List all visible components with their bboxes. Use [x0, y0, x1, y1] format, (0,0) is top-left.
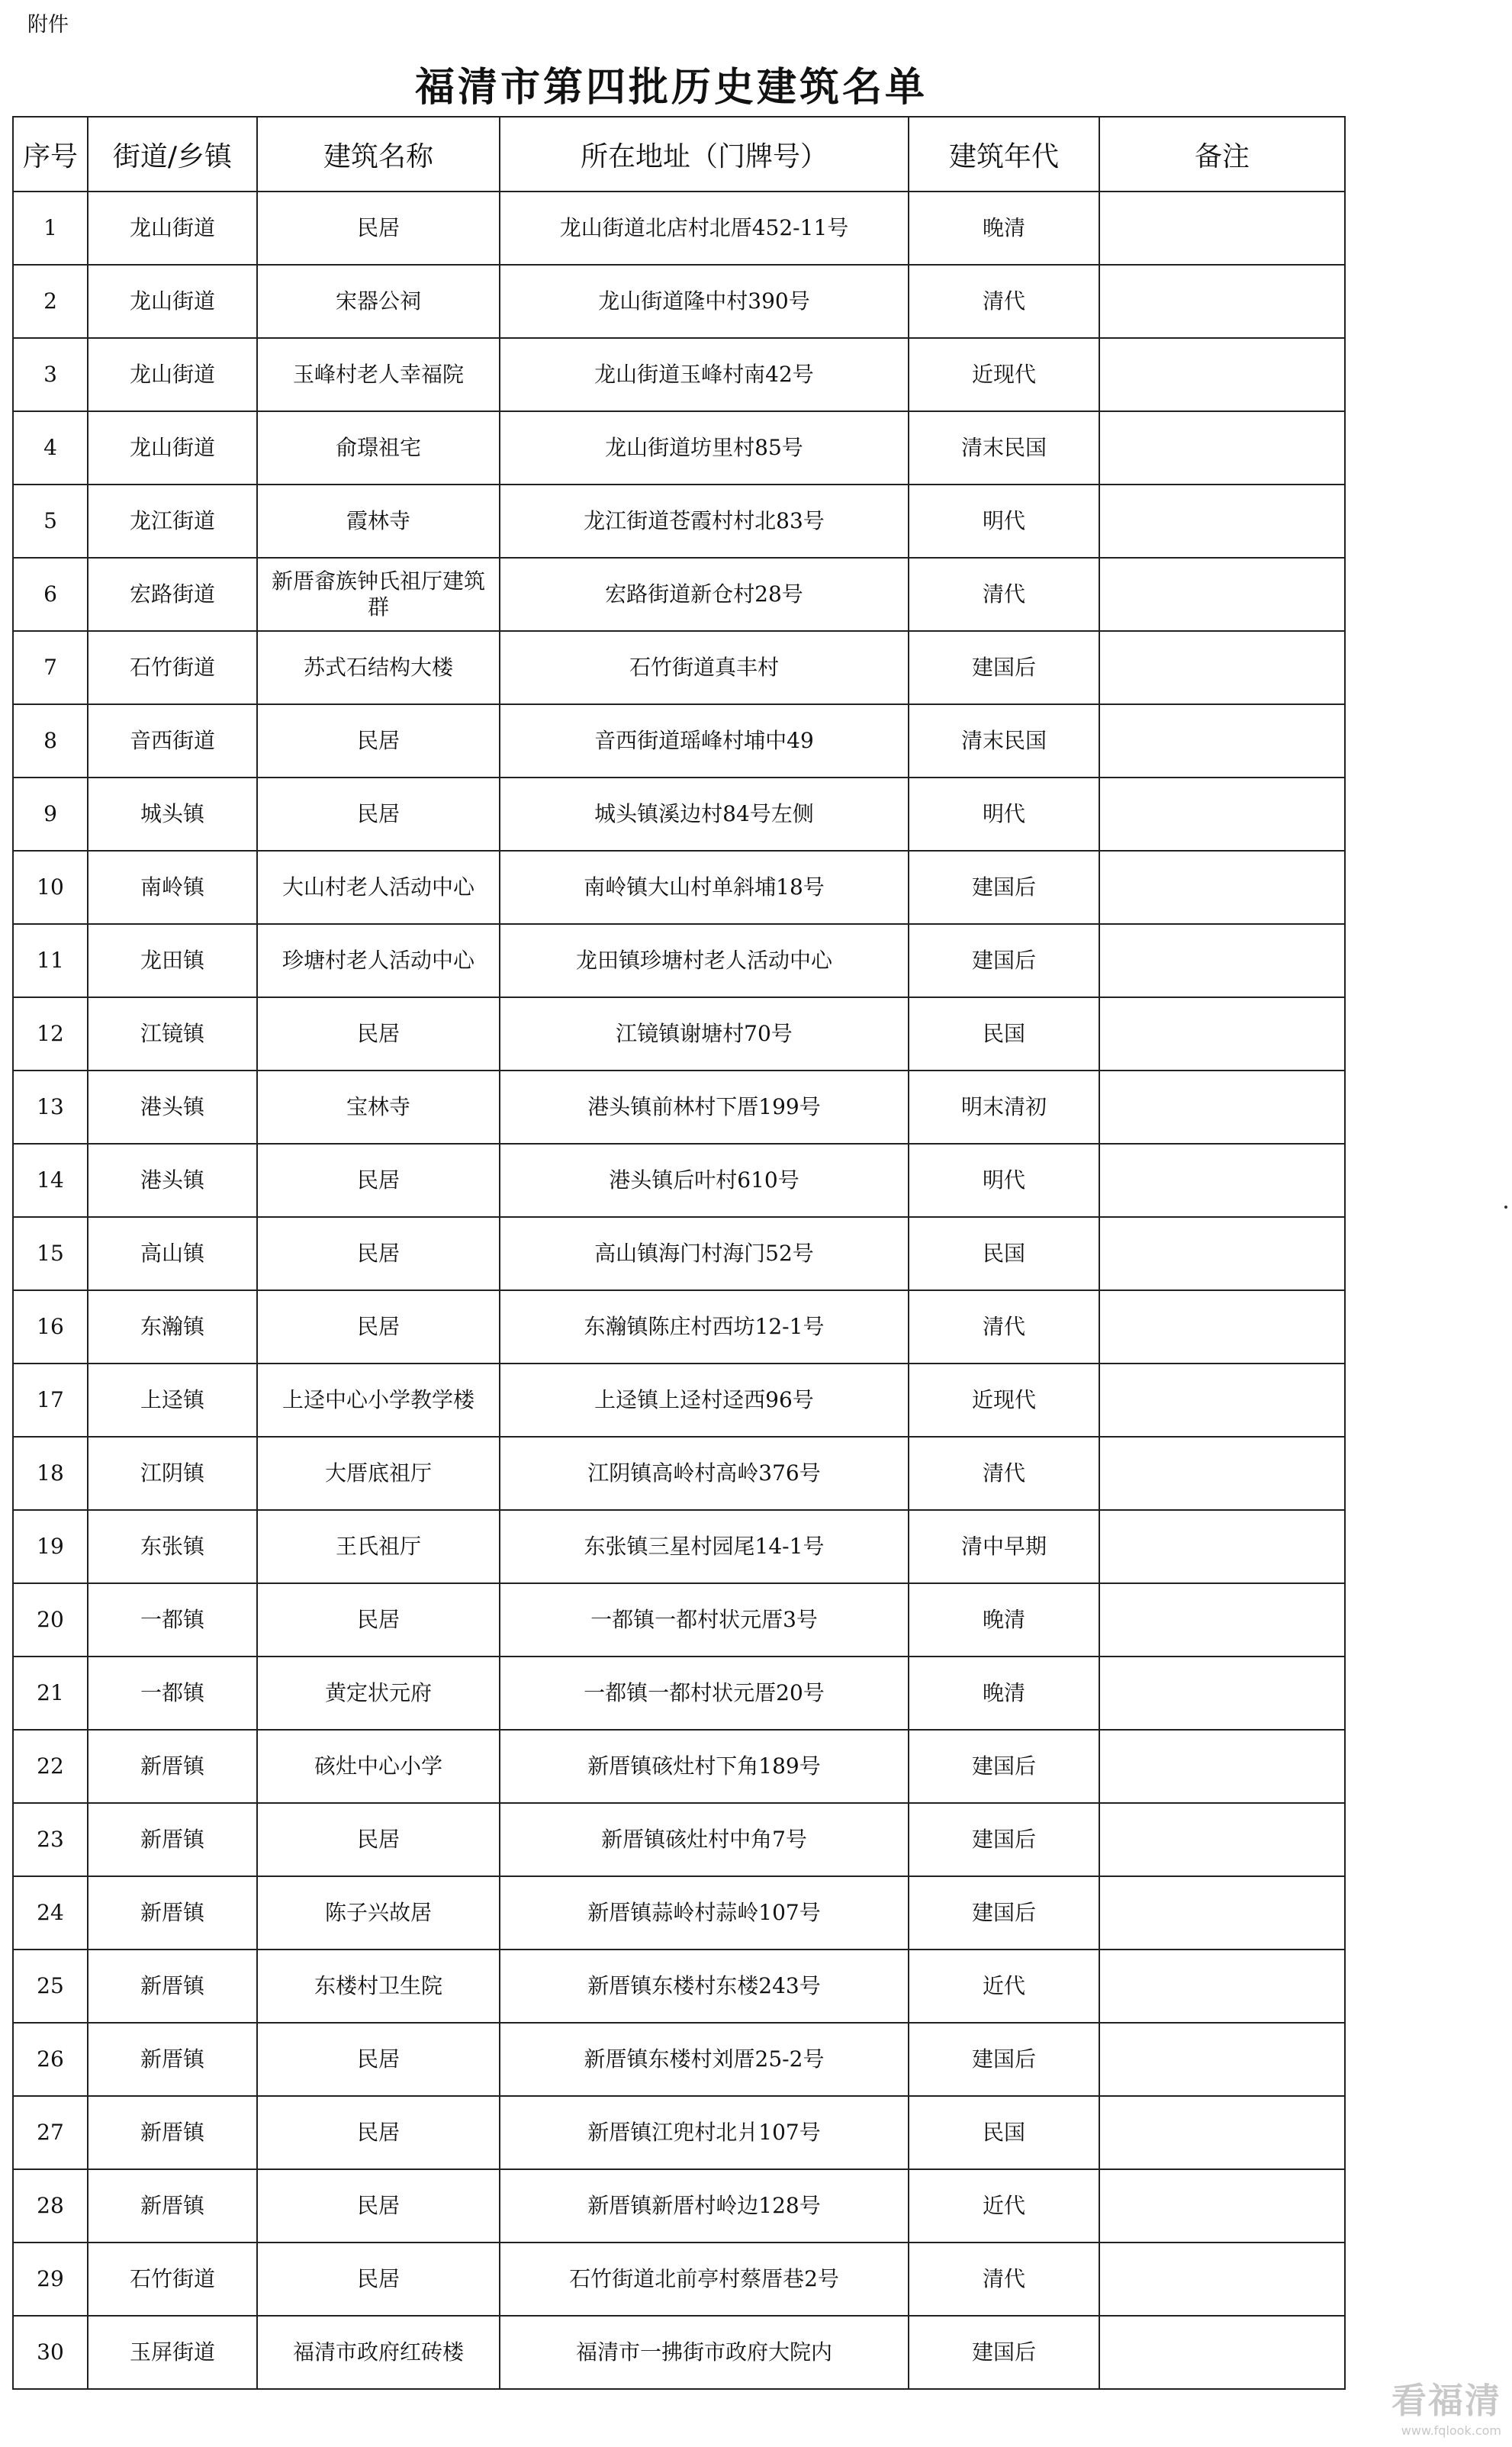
cell-building-name: 玉峰村老人幸福院 [257, 338, 500, 411]
table-row [13, 1583, 1345, 1657]
cell-street-town: 龙山街道 [88, 338, 257, 411]
cell-era: 近代 [909, 1950, 1099, 2023]
cell-building-name: 民居 [257, 2096, 500, 2169]
cell-address: 港头镇后叶村610号 [500, 1144, 909, 1217]
cell-street-town: 一都镇 [88, 1583, 257, 1657]
cell-address: 高山镇海门村海门52号 [500, 1217, 909, 1290]
cell-era: 清末民国 [909, 704, 1099, 778]
table-row [13, 1290, 1345, 1364]
cell-remarks [1099, 1364, 1345, 1437]
table-row [13, 778, 1345, 851]
cell-address: 宏路街道新仓村28号 [500, 558, 909, 631]
cell-building-name: 民居 [257, 1803, 500, 1876]
cell-index: 27 [13, 2096, 88, 2169]
cell-street-town: 一都镇 [88, 1657, 257, 1730]
cell-address: 龙山街道玉峰村南42号 [500, 338, 909, 411]
table-row [13, 1876, 1345, 1950]
cell-street-town: 东张镇 [88, 1510, 257, 1583]
cell-index: 17 [13, 1364, 88, 1437]
cell-address: 龙江街道苍霞村村北83号 [500, 485, 909, 558]
cell-remarks [1099, 851, 1345, 924]
cell-address: 龙山街道隆中村390号 [500, 265, 909, 338]
table-row [13, 485, 1345, 558]
cell-street-town: 新厝镇 [88, 1876, 257, 1950]
cell-index: 16 [13, 1290, 88, 1364]
cell-street-town: 江阴镇 [88, 1437, 257, 1510]
cell-address: 江镜镇谢塘村70号 [500, 997, 909, 1071]
cell-address: 龙山街道坊里村85号 [500, 411, 909, 485]
cell-era: 晚清 [909, 192, 1099, 265]
cell-address: 新厝镇蒜岭村蒜岭107号 [500, 1876, 909, 1950]
cell-building-name: 大厝底祖厅 [257, 1437, 500, 1510]
cell-street-town: 东瀚镇 [88, 1290, 257, 1364]
watermark-logo [1391, 2373, 1501, 2438]
cell-index: 29 [13, 2243, 88, 2316]
cell-address: 东张镇三星村园尾14-1号 [500, 1510, 909, 1583]
cell-era: 建国后 [909, 924, 1099, 997]
table-row [13, 2316, 1345, 2389]
cell-era: 明末清初 [909, 1071, 1099, 1144]
cell-street-town: 港头镇 [88, 1071, 257, 1144]
cell-index: 19 [13, 1510, 88, 1583]
cell-era: 建国后 [909, 851, 1099, 924]
cell-building-name: 民居 [257, 1144, 500, 1217]
cell-index: 3 [13, 338, 88, 411]
cell-remarks [1099, 485, 1345, 558]
watermark-url: www.fqlook.com [1401, 2423, 1501, 2438]
cell-index: 15 [13, 1217, 88, 1290]
cell-street-town: 新厝镇 [88, 1730, 257, 1803]
cell-building-name: 王氏祖厅 [257, 1510, 500, 1583]
table-row [13, 1144, 1345, 1217]
cell-street-town: 龙江街道 [88, 485, 257, 558]
cell-street-town: 新厝镇 [88, 1950, 257, 2023]
cell-address: 石竹街道北前亭村蔡厝巷2号 [500, 2243, 909, 2316]
cell-street-town: 龙田镇 [88, 924, 257, 997]
cell-remarks [1099, 1657, 1345, 1730]
cell-remarks [1099, 2243, 1345, 2316]
cell-building-name: 民居 [257, 2023, 500, 2096]
cell-era: 清代 [909, 265, 1099, 338]
cell-remarks [1099, 778, 1345, 851]
table-row [13, 2023, 1345, 2096]
cell-remarks [1099, 1437, 1345, 1510]
cell-remarks [1099, 1510, 1345, 1583]
cell-index: 1 [13, 192, 88, 265]
cell-remarks [1099, 265, 1345, 338]
cell-building-name: 俞璟祖宅 [257, 411, 500, 485]
column-header-street-town: 街道/乡镇 [88, 117, 257, 192]
column-header-building-name: 建筑名称 [257, 117, 500, 192]
table-row [13, 631, 1345, 704]
table-row [13, 1437, 1345, 1510]
table-row [13, 1510, 1345, 1583]
cell-era: 建国后 [909, 1730, 1099, 1803]
cell-address: 音西街道瑶峰村埔中49 [500, 704, 909, 778]
cell-era: 清代 [909, 1437, 1099, 1510]
cell-index: 26 [13, 2023, 88, 2096]
cell-remarks [1099, 2169, 1345, 2243]
cell-index: 13 [13, 1071, 88, 1144]
cell-remarks [1099, 1217, 1345, 1290]
cell-era: 近现代 [909, 338, 1099, 411]
cell-remarks [1099, 1290, 1345, 1364]
cell-address: 新厝镇江兜村北爿107号 [500, 2096, 909, 2169]
table-header-row [13, 117, 1345, 192]
cell-era: 建国后 [909, 2316, 1099, 2389]
watermark-text: 看福清 [1391, 2380, 1501, 2421]
cell-index: 11 [13, 924, 88, 997]
cell-building-name: 民居 [257, 1583, 500, 1657]
column-header-address: 所在地址（门牌号） [500, 117, 909, 192]
cell-era: 近现代 [909, 1364, 1099, 1437]
cell-building-name: 民居 [257, 2243, 500, 2316]
cell-building-name: 宋器公祠 [257, 265, 500, 338]
cell-address: 龙山街道北店村北厝452-11号 [500, 192, 909, 265]
cell-address: 南岭镇大山村单斜埔18号 [500, 851, 909, 924]
cell-index: 21 [13, 1657, 88, 1730]
cell-era: 晚清 [909, 1583, 1099, 1657]
cell-building-name: 大山村老人活动中心 [257, 851, 500, 924]
cell-index: 22 [13, 1730, 88, 1803]
cell-address: 新厝镇新厝村岭边128号 [500, 2169, 909, 2243]
cell-remarks [1099, 558, 1345, 631]
cell-address: 一都镇一都村状元厝3号 [500, 1583, 909, 1657]
table-row [13, 2169, 1345, 2243]
cell-era: 清代 [909, 2243, 1099, 2316]
table-row [13, 192, 1345, 265]
table-row [13, 2243, 1345, 2316]
cell-era: 建国后 [909, 631, 1099, 704]
cell-street-town: 石竹街道 [88, 631, 257, 704]
cell-remarks [1099, 1730, 1345, 1803]
table-row [13, 411, 1345, 485]
cell-index: 10 [13, 851, 88, 924]
cell-address: 新厝镇硋灶村下角189号 [500, 1730, 909, 1803]
cell-remarks [1099, 704, 1345, 778]
cell-remarks [1099, 631, 1345, 704]
cell-building-name: 硋灶中心小学 [257, 1730, 500, 1803]
cell-street-town: 新厝镇 [88, 2023, 257, 2096]
cell-street-town: 港头镇 [88, 1144, 257, 1217]
cell-index: 23 [13, 1803, 88, 1876]
page-title: 福清市第四批历史建筑名单 [414, 65, 928, 111]
cell-index: 4 [13, 411, 88, 485]
cell-remarks [1099, 338, 1345, 411]
table-row [13, 1803, 1345, 1876]
cell-address: 城头镇溪边村84号左侧 [500, 778, 909, 851]
cell-era: 建国后 [909, 1803, 1099, 1876]
cell-era: 清代 [909, 558, 1099, 631]
cell-street-town: 宏路街道 [88, 558, 257, 631]
cell-era: 清中早期 [909, 1510, 1099, 1583]
cell-street-town: 音西街道 [88, 704, 257, 778]
cell-address: 上迳镇上迳村迳西96号 [500, 1364, 909, 1437]
column-header-era: 建筑年代 [909, 117, 1099, 192]
cell-remarks [1099, 411, 1345, 485]
cell-remarks [1099, 2316, 1345, 2389]
cell-address: 龙田镇珍塘村老人活动中心 [500, 924, 909, 997]
cell-index: 28 [13, 2169, 88, 2243]
cell-era: 清末民国 [909, 411, 1099, 485]
cell-building-name: 上迳中心小学教学楼 [257, 1364, 500, 1437]
cell-remarks [1099, 997, 1345, 1071]
table-row [13, 1071, 1345, 1144]
cell-address: 新厝镇东楼村刘厝25-2号 [500, 2023, 909, 2096]
table-row [13, 338, 1345, 411]
cell-era: 明代 [909, 1144, 1099, 1217]
cell-address: 福清市一拂街市政府大院内 [500, 2316, 909, 2389]
cell-building-name: 民居 [257, 192, 500, 265]
cell-address: 石竹街道真丰村 [500, 631, 909, 704]
table-row [13, 1657, 1345, 1730]
cell-remarks [1099, 1803, 1345, 1876]
cell-street-town: 高山镇 [88, 1217, 257, 1290]
cell-remarks [1099, 2023, 1345, 2096]
cell-address: 东瀚镇陈庄村西坊12-1号 [500, 1290, 909, 1364]
cell-remarks [1099, 1583, 1345, 1657]
cell-street-town: 石竹街道 [88, 2243, 257, 2316]
table-row [13, 704, 1345, 778]
cell-building-name: 黄定状元府 [257, 1657, 500, 1730]
cell-address: 江阴镇高岭村高岭376号 [500, 1437, 909, 1510]
cell-index: 9 [13, 778, 88, 851]
cell-index: 6 [13, 558, 88, 631]
table-row [13, 1217, 1345, 1290]
cell-building-name: 民居 [257, 1290, 500, 1364]
cell-building-name: 东楼村卫生院 [257, 1950, 500, 2023]
cell-street-town: 龙山街道 [88, 265, 257, 338]
cell-era: 清代 [909, 1290, 1099, 1364]
cell-address: 新厝镇东楼村东楼243号 [500, 1950, 909, 2023]
cell-remarks [1099, 192, 1345, 265]
table-row [13, 997, 1345, 1071]
cell-street-town: 新厝镇 [88, 1803, 257, 1876]
cell-street-town: 新厝镇 [88, 2169, 257, 2243]
table-row [13, 2096, 1345, 2169]
cell-era: 晚清 [909, 1657, 1099, 1730]
cell-address: 港头镇前林村下厝199号 [500, 1071, 909, 1144]
cell-street-town: 龙山街道 [88, 192, 257, 265]
table-row [13, 1364, 1345, 1437]
cell-building-name: 宝林寺 [257, 1071, 500, 1144]
cell-era: 近代 [909, 2169, 1099, 2243]
cell-street-town: 玉屏街道 [88, 2316, 257, 2389]
table-row [13, 558, 1345, 631]
cell-building-name: 苏式石结构大楼 [257, 631, 500, 704]
cell-era: 明代 [909, 485, 1099, 558]
cell-street-town: 江镜镇 [88, 997, 257, 1071]
cell-index: 24 [13, 1876, 88, 1950]
cell-era: 明代 [909, 778, 1099, 851]
cell-address: 新厝镇硋灶村中角7号 [500, 1803, 909, 1876]
cell-index: 14 [13, 1144, 88, 1217]
cell-building-name: 霞林寺 [257, 485, 500, 558]
cell-building-name: 民居 [257, 2169, 500, 2243]
cell-index: 18 [13, 1437, 88, 1510]
cell-building-name: 民居 [257, 1217, 500, 1290]
table-row [13, 1950, 1345, 2023]
cell-era: 建国后 [909, 2023, 1099, 2096]
cell-building-name: 民居 [257, 778, 500, 851]
table-body [13, 192, 1345, 2389]
cell-street-town: 龙山街道 [88, 411, 257, 485]
cell-building-name: 民居 [257, 997, 500, 1071]
cell-building-name: 陈子兴故居 [257, 1876, 500, 1950]
table-row [13, 924, 1345, 997]
cell-street-town: 上迳镇 [88, 1364, 257, 1437]
cell-street-town: 新厝镇 [88, 2096, 257, 2169]
cell-building-name: 民居 [257, 704, 500, 778]
cell-address: 一都镇一都村状元厝20号 [500, 1657, 909, 1730]
cell-remarks [1099, 924, 1345, 997]
cell-building-name: 福清市政府红砖楼 [257, 2316, 500, 2389]
cell-index: 8 [13, 704, 88, 778]
attachment-label: 附件 [27, 13, 69, 37]
cell-street-town: 城头镇 [88, 778, 257, 851]
cell-index: 20 [13, 1583, 88, 1657]
cell-era: 民国 [909, 997, 1099, 1071]
table-row [13, 1730, 1345, 1803]
table-row [13, 265, 1345, 338]
cell-index: 2 [13, 265, 88, 338]
cell-street-town: 南岭镇 [88, 851, 257, 924]
stray-dot [1504, 1206, 1507, 1209]
cell-index: 12 [13, 997, 88, 1071]
cell-index: 7 [13, 631, 88, 704]
table-row [13, 851, 1345, 924]
cell-building-name: 新厝畲族钟氏祖厅建筑群 [257, 558, 500, 631]
cell-index: 5 [13, 485, 88, 558]
cell-index: 30 [13, 2316, 88, 2389]
cell-remarks [1099, 1144, 1345, 1217]
cell-building-name: 珍塘村老人活动中心 [257, 924, 500, 997]
column-header-index: 序号 [13, 117, 88, 192]
cell-remarks [1099, 2096, 1345, 2169]
cell-remarks [1099, 1876, 1345, 1950]
historic-buildings-table [12, 116, 1346, 2390]
cell-index: 25 [13, 1950, 88, 2023]
cell-remarks [1099, 1950, 1345, 2023]
cell-remarks [1099, 1071, 1345, 1144]
cell-era: 民国 [909, 2096, 1099, 2169]
cell-era: 建国后 [909, 1876, 1099, 1950]
cell-era: 民国 [909, 1217, 1099, 1290]
column-header-remarks: 备注 [1099, 117, 1345, 192]
